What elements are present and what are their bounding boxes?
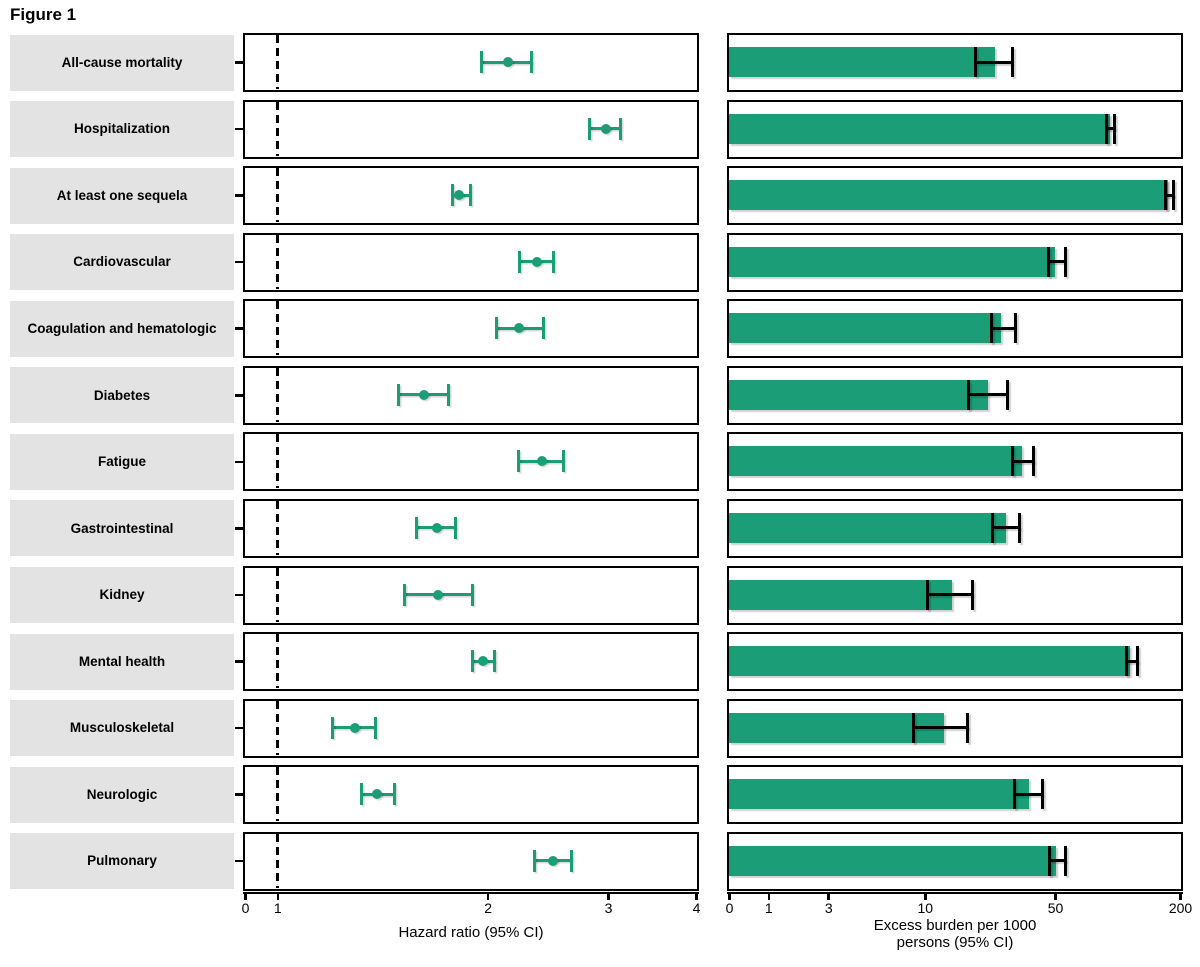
row-label: Diabetes bbox=[10, 367, 234, 423]
hazard-point-estimate bbox=[532, 257, 542, 267]
burden-ci-cap-high bbox=[1041, 779, 1044, 809]
burden-ci-cap-low bbox=[912, 713, 915, 743]
axis-title-excess-burden-line1: Excess burden per 1000 bbox=[873, 917, 1037, 934]
hazard-ci-cap-high bbox=[393, 783, 396, 805]
excess-burden-panel bbox=[727, 432, 1183, 491]
hazard-point-estimate bbox=[514, 323, 524, 333]
hazard-ci-cap-high bbox=[542, 317, 545, 339]
burden-bar bbox=[729, 446, 1022, 476]
x-axis-tick-label-hazard: 0 bbox=[241, 900, 250, 916]
burden-bar bbox=[729, 313, 1001, 343]
burden-ci-cap-high bbox=[1172, 180, 1175, 210]
hazard-ci-cap-low bbox=[403, 584, 406, 606]
row-label: Cardiovascular bbox=[10, 234, 234, 290]
hazard-ratio-panel bbox=[243, 832, 699, 891]
burden-ci-line bbox=[1013, 460, 1034, 463]
burden-ci-cap-low bbox=[991, 513, 994, 543]
burden-bar bbox=[729, 580, 952, 610]
x-axis-tick-label-hazard: 2 bbox=[484, 900, 493, 916]
burden-ci-line bbox=[1048, 260, 1065, 263]
hazard-ci-cap-high bbox=[562, 450, 565, 472]
x-axis-tick-label-burden: 0 bbox=[725, 900, 734, 916]
burden-bar bbox=[729, 779, 1029, 809]
y-axis-tick bbox=[235, 660, 243, 663]
hazard-ci-cap-high bbox=[469, 184, 472, 206]
excess-burden-panel bbox=[727, 366, 1183, 425]
burden-bar bbox=[729, 180, 1168, 210]
burden-ci-cap-low bbox=[1125, 646, 1128, 676]
reference-line-hr1 bbox=[276, 235, 279, 289]
excess-burden-panel bbox=[727, 100, 1183, 159]
hazard-ci-cap-low bbox=[331, 717, 334, 739]
burden-ci-cap-high bbox=[1014, 313, 1017, 343]
x-axis-line-burden bbox=[727, 892, 1183, 895]
hazard-ci-cap-low bbox=[480, 51, 483, 73]
reference-line-hr1 bbox=[276, 368, 279, 422]
excess-burden-panel bbox=[727, 33, 1183, 92]
reference-line-hr1 bbox=[276, 501, 279, 555]
burden-bar bbox=[729, 846, 1056, 876]
row-label: Pulmonary bbox=[10, 833, 234, 889]
burden-ci-line bbox=[969, 393, 1008, 396]
hazard-ratio-panel bbox=[243, 233, 699, 292]
hazard-ci-cap-high bbox=[447, 384, 450, 406]
hazard-point-estimate bbox=[419, 390, 429, 400]
burden-ci-cap-low bbox=[1048, 846, 1051, 876]
excess-burden-panel bbox=[727, 166, 1183, 225]
hazard-ratio-panel bbox=[243, 632, 699, 691]
excess-burden-panel bbox=[727, 832, 1183, 891]
excess-burden-panel bbox=[727, 233, 1183, 292]
hazard-ci-cap-low bbox=[517, 450, 520, 472]
burden-ci-cap-low bbox=[926, 580, 929, 610]
reference-line-hr1 bbox=[276, 834, 279, 888]
burden-ci-line bbox=[1015, 793, 1043, 796]
hazard-ratio-panel bbox=[243, 432, 699, 491]
y-axis-tick bbox=[235, 527, 243, 530]
excess-burden-panel bbox=[727, 765, 1183, 824]
burden-ci-cap-low bbox=[1047, 247, 1050, 277]
hazard-ci-cap-low bbox=[360, 783, 363, 805]
row-label: Mental health bbox=[10, 634, 234, 690]
x-axis-tick-label-burden: 10 bbox=[917, 900, 934, 916]
hazard-point-estimate bbox=[548, 856, 558, 866]
excess-burden-panel bbox=[727, 499, 1183, 558]
reference-line-hr1 bbox=[276, 634, 279, 688]
reference-line-hr1 bbox=[276, 35, 279, 89]
burden-ci-line bbox=[976, 61, 1012, 64]
row-label: Musculoskeletal bbox=[10, 700, 234, 756]
hazard-point-estimate bbox=[454, 190, 464, 200]
burden-ci-line bbox=[991, 327, 1015, 330]
x-axis-tick-label-hazard: 4 bbox=[692, 900, 701, 916]
y-axis-tick bbox=[235, 61, 243, 64]
burden-bar bbox=[729, 646, 1130, 676]
burden-ci-cap-high bbox=[1136, 646, 1139, 676]
x-axis-tick-label-hazard: 1 bbox=[273, 900, 282, 916]
burden-bar bbox=[729, 247, 1055, 277]
y-axis-tick bbox=[235, 261, 243, 264]
figure-title: Figure 1 bbox=[10, 5, 77, 24]
hazard-ci-cap-high bbox=[454, 517, 457, 539]
hazard-ci-cap-high bbox=[471, 584, 474, 606]
burden-ci-cap-high bbox=[971, 580, 974, 610]
y-axis-tick bbox=[235, 860, 243, 863]
burden-ci-cap-high bbox=[1032, 446, 1035, 476]
hazard-point-estimate bbox=[432, 523, 442, 533]
axis-title-excess-burden-line2: persons (95% CI) bbox=[896, 934, 1014, 951]
hazard-ratio-panel bbox=[243, 499, 699, 558]
hazard-point-estimate bbox=[350, 723, 360, 733]
burden-ci-cap-low bbox=[974, 47, 977, 77]
hazard-point-estimate bbox=[433, 590, 443, 600]
x-axis-tick-label-burden: 1 bbox=[764, 900, 773, 916]
x-axis-tick-label-burden: 50 bbox=[1047, 900, 1064, 916]
hazard-ci-cap-low bbox=[588, 118, 591, 140]
y-axis-tick bbox=[235, 194, 243, 197]
y-axis-tick bbox=[235, 793, 243, 796]
burden-ci-cap-high bbox=[1064, 846, 1067, 876]
burden-ci-cap-high bbox=[1113, 114, 1116, 144]
hazard-point-estimate bbox=[537, 456, 547, 466]
reference-line-hr1 bbox=[276, 301, 279, 355]
excess-burden-panel bbox=[727, 632, 1183, 691]
hazard-ci-cap-low bbox=[533, 850, 536, 872]
burden-ci-cap-high bbox=[1064, 247, 1067, 277]
reference-line-hr1 bbox=[276, 168, 279, 222]
burden-ci-cap-low bbox=[1105, 114, 1108, 144]
reference-line-hr1 bbox=[276, 568, 279, 622]
burden-ci-cap-low bbox=[990, 313, 993, 343]
excess-burden-panel bbox=[727, 566, 1183, 625]
y-axis-tick bbox=[235, 727, 243, 730]
y-axis-tick bbox=[235, 594, 243, 597]
burden-ci-cap-high bbox=[1018, 513, 1021, 543]
burden-ci-line bbox=[914, 726, 968, 729]
hazard-point-estimate bbox=[372, 789, 382, 799]
hazard-ci-cap-high bbox=[619, 118, 622, 140]
burden-bar bbox=[729, 380, 988, 410]
hazard-point-estimate bbox=[503, 57, 513, 67]
reference-line-hr1 bbox=[276, 767, 279, 821]
row-label: Fatigue bbox=[10, 434, 234, 490]
reference-line-hr1 bbox=[276, 102, 279, 156]
hazard-ratio-panel bbox=[243, 100, 699, 159]
axis-title-hazard-ratio: Hazard ratio (95% CI) bbox=[398, 924, 544, 941]
hazard-ci-cap-low bbox=[397, 384, 400, 406]
burden-ci-cap-low bbox=[967, 380, 970, 410]
burden-ci-cap-high bbox=[1006, 380, 1009, 410]
hazard-ci-cap-high bbox=[374, 717, 377, 739]
y-axis-tick bbox=[235, 327, 243, 330]
x-axis-tick-label-burden: 3 bbox=[824, 900, 833, 916]
y-axis-tick bbox=[235, 128, 243, 131]
hazard-ci-cap-high bbox=[570, 850, 573, 872]
hazard-ratio-panel bbox=[243, 765, 699, 824]
row-label: Neurologic bbox=[10, 767, 234, 823]
x-axis-tick-label-burden: 200 bbox=[1168, 900, 1193, 916]
row-label: Gastrointestinal bbox=[10, 500, 234, 556]
reference-line-hr1 bbox=[276, 701, 279, 755]
hazard-ratio-panel bbox=[243, 566, 699, 625]
hazard-point-estimate bbox=[601, 124, 611, 134]
burden-ci-cap-low bbox=[1011, 446, 1014, 476]
hazard-ci-cap-low bbox=[495, 317, 498, 339]
burden-ci-line bbox=[993, 526, 1020, 529]
row-label: Coagulation and hematologic bbox=[10, 301, 234, 357]
hazard-ratio-panel bbox=[243, 33, 699, 92]
hazard-ratio-panel bbox=[243, 366, 699, 425]
hazard-ci-cap-low bbox=[518, 251, 521, 273]
reference-line-hr1 bbox=[276, 434, 279, 488]
row-label: Hospitalization bbox=[10, 101, 234, 157]
hazard-ci-cap-low bbox=[471, 650, 474, 672]
hazard-ratio-panel bbox=[243, 166, 699, 225]
hazard-point-estimate bbox=[478, 656, 488, 666]
burden-bar bbox=[729, 114, 1110, 144]
burden-ci-cap-low bbox=[1164, 180, 1167, 210]
hazard-ci-cap-low bbox=[415, 517, 418, 539]
burden-ci-cap-high bbox=[966, 713, 969, 743]
burden-bar bbox=[729, 47, 995, 77]
axis-title-excess-burden bbox=[727, 917, 1183, 951]
row-label: Kidney bbox=[10, 567, 234, 623]
hazard-ci-cap-high bbox=[493, 650, 496, 672]
y-axis-tick bbox=[235, 461, 243, 464]
excess-burden-panel bbox=[727, 699, 1183, 758]
excess-burden-panel bbox=[727, 299, 1183, 358]
hazard-ci-cap-high bbox=[552, 251, 555, 273]
row-label: All-cause mortality bbox=[10, 35, 234, 91]
burden-ci-cap-high bbox=[1011, 47, 1014, 77]
burden-bar bbox=[729, 513, 1006, 543]
hazard-ratio-panel bbox=[243, 699, 699, 758]
burden-ci-line bbox=[1049, 859, 1066, 862]
burden-ci-line bbox=[928, 593, 973, 596]
x-axis-line-hazard bbox=[243, 892, 699, 895]
x-axis-tick-label-hazard: 3 bbox=[604, 900, 613, 916]
hazard-ratio-panel bbox=[243, 299, 699, 358]
row-label: At least one sequela bbox=[10, 168, 234, 224]
burden-ci-cap-low bbox=[1013, 779, 1016, 809]
hazard-ci-cap-high bbox=[530, 51, 533, 73]
y-axis-tick bbox=[235, 394, 243, 397]
